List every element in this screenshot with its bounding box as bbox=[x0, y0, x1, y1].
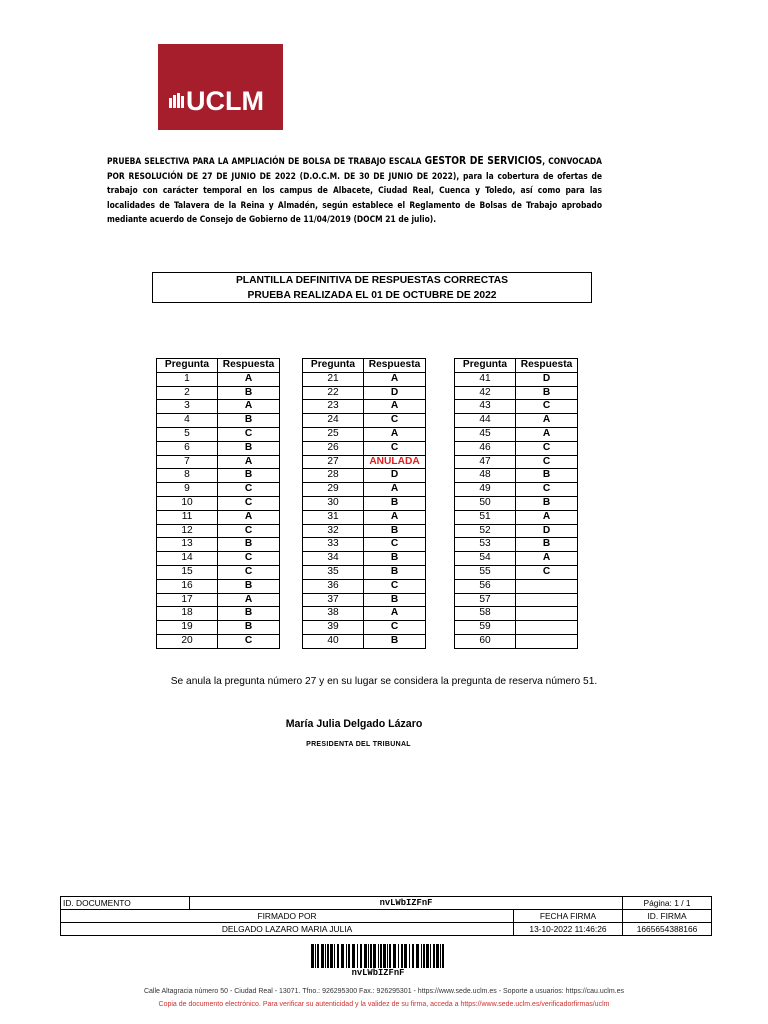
question-number: 8 bbox=[157, 469, 218, 483]
doc-id-value: nvLWbIZFnF bbox=[190, 897, 623, 910]
signer-role: PRESIDENTA DEL TRIBUNAL bbox=[306, 741, 411, 748]
title-line-1: PLANTILLA DEFINITIVA DE RESPUESTAS CORRECTAS bbox=[235, 275, 509, 286]
answer-value: B bbox=[364, 524, 426, 538]
question-number: 58 bbox=[455, 607, 516, 621]
table-row bbox=[303, 593, 426, 607]
table-row bbox=[455, 607, 578, 621]
question-number: 49 bbox=[455, 483, 516, 497]
answer-value bbox=[516, 579, 578, 593]
question-number: 32 bbox=[303, 524, 364, 538]
question-number: 27 bbox=[303, 455, 364, 469]
question-number: 16 bbox=[157, 579, 218, 593]
question-number: 40 bbox=[303, 634, 364, 648]
table-row bbox=[157, 414, 280, 428]
intro-paragraph: PRUEBA SELECTIVA PARA LA AMPLIACIÓN DE BOLSA DE TRABAJO ESCALA GESTOR DE SERVICIOS, CONVOCADA POR RESOLUCIÓN DE 27 DE JUNIO DE 2022 (D.O.C.M. DE 30 DE JUNIO DE 2022), para la cobertura de ofertas de trabajo con carácter temporal en los campus de Albacete, Ciudad Real, Cuenca y Toledo, así como para las localidades de Talavera de la Reina y Almadén, según establece el Reglamento de Bolsas de Trabajo aprobado mediante acuerdo de Consejo de Gobierno de 11/04/2019 (DOCM 21 de julio). bbox=[107, 156, 602, 224]
question-number: 4 bbox=[157, 414, 218, 428]
table-row bbox=[455, 372, 578, 386]
answer-value: B bbox=[218, 469, 280, 483]
answer-value: A bbox=[218, 510, 280, 524]
answers-table-3 bbox=[454, 358, 578, 649]
table-row bbox=[157, 441, 280, 455]
question-number: 41 bbox=[455, 372, 516, 386]
question-number: 38 bbox=[303, 607, 364, 621]
answer-value: C bbox=[218, 483, 280, 497]
answer-value: A bbox=[218, 593, 280, 607]
table-row bbox=[157, 372, 280, 386]
answer-value: A bbox=[516, 414, 578, 428]
table-row bbox=[303, 400, 426, 414]
answer-value: B bbox=[364, 552, 426, 566]
answer-value: A bbox=[364, 483, 426, 497]
table-row bbox=[157, 552, 280, 566]
table-row bbox=[303, 386, 426, 400]
date-value: 13-10-2022 11:46:26 bbox=[514, 923, 623, 936]
table-row bbox=[455, 565, 578, 579]
column-header-question: Pregunta bbox=[303, 359, 364, 373]
table-row bbox=[303, 469, 426, 483]
question-number: 42 bbox=[455, 386, 516, 400]
answer-value: A bbox=[364, 400, 426, 414]
table-row bbox=[157, 469, 280, 483]
table-row bbox=[303, 538, 426, 552]
page-indicator: Página: 1 / 1 bbox=[623, 897, 712, 910]
question-number: 36 bbox=[303, 579, 364, 593]
table-row bbox=[157, 483, 280, 497]
answer-value: C bbox=[364, 579, 426, 593]
question-number: 47 bbox=[455, 455, 516, 469]
answer-value: B bbox=[218, 414, 280, 428]
question-number: 33 bbox=[303, 538, 364, 552]
answer-value: C bbox=[516, 441, 578, 455]
table-row bbox=[303, 579, 426, 593]
answer-value: A bbox=[516, 510, 578, 524]
question-number: 48 bbox=[455, 469, 516, 483]
table-row bbox=[455, 579, 578, 593]
table-row bbox=[157, 496, 280, 510]
answer-value: A bbox=[218, 372, 280, 386]
answers-table-2 bbox=[302, 358, 426, 649]
question-number: 60 bbox=[455, 634, 516, 648]
table-row bbox=[455, 455, 578, 469]
footer-address: Calle Altagracia número 50 - Ciudad Real - 13071. Tfno.: 926295300 Fax.: 926295301 - https://www.sede.uclm.es - Soporte a usuarios: https://cau.uclm.es bbox=[143, 988, 625, 995]
table-row bbox=[303, 414, 426, 428]
answer-value: A bbox=[364, 427, 426, 441]
answer-value: B bbox=[364, 634, 426, 648]
title-line-2: PRUEBA REALIZADA EL 01 DE OCTUBRE DE 2022 bbox=[247, 289, 497, 301]
question-number: 56 bbox=[455, 579, 516, 593]
table-row bbox=[455, 414, 578, 428]
question-number: 50 bbox=[455, 496, 516, 510]
question-number: 45 bbox=[455, 427, 516, 441]
barcode-icon bbox=[311, 944, 445, 968]
answer-value: A bbox=[364, 510, 426, 524]
sig-id-label: ID. FIRMA bbox=[623, 910, 712, 923]
answer-value: B bbox=[218, 538, 280, 552]
answer-value: C bbox=[218, 565, 280, 579]
answer-value: B bbox=[218, 607, 280, 621]
table-row bbox=[157, 565, 280, 579]
table-row bbox=[455, 386, 578, 400]
answer-value: B bbox=[516, 386, 578, 400]
footer-verify-note: Copia de documento electrónico. Para verificar su autenticidad y la validez de su firma, acceda a https://www.sede.uclm.es/verificadorfirmas/uclm bbox=[158, 1001, 610, 1008]
table-row bbox=[303, 372, 426, 386]
answer-value bbox=[516, 634, 578, 648]
answer-value: B bbox=[364, 565, 426, 579]
table-row bbox=[157, 524, 280, 538]
barcode-text: nvLWbIZFnF bbox=[351, 968, 405, 978]
question-number: 14 bbox=[157, 552, 218, 566]
question-number: 59 bbox=[455, 621, 516, 635]
table-row bbox=[303, 455, 426, 469]
question-number: 11 bbox=[157, 510, 218, 524]
answer-value bbox=[516, 593, 578, 607]
table-row bbox=[303, 565, 426, 579]
answer-value: C bbox=[516, 483, 578, 497]
question-number: 19 bbox=[157, 621, 218, 635]
question-number: 2 bbox=[157, 386, 218, 400]
column-header-answer: Respuesta bbox=[364, 359, 426, 373]
table-row bbox=[455, 496, 578, 510]
answer-value: A bbox=[218, 455, 280, 469]
answer-value: B bbox=[516, 496, 578, 510]
question-number: 57 bbox=[455, 593, 516, 607]
table-row bbox=[303, 441, 426, 455]
table-row bbox=[455, 427, 578, 441]
table-row bbox=[303, 607, 426, 621]
table-row bbox=[455, 538, 578, 552]
table-row bbox=[303, 552, 426, 566]
annulment-note: Se anula la pregunta número 27 y en su lugar se considera la pregunta de reserva número 51. bbox=[170, 676, 598, 687]
answer-value: A bbox=[218, 400, 280, 414]
table-row bbox=[157, 579, 280, 593]
question-number: 52 bbox=[455, 524, 516, 538]
question-number: 7 bbox=[157, 455, 218, 469]
question-number: 13 bbox=[157, 538, 218, 552]
table-row bbox=[303, 621, 426, 635]
uclm-logo bbox=[158, 44, 283, 130]
question-number: 12 bbox=[157, 524, 218, 538]
signer-name: María Julia Delgado Lázaro bbox=[285, 718, 423, 730]
question-number: 23 bbox=[303, 400, 364, 414]
table-row bbox=[303, 524, 426, 538]
answer-value: B bbox=[364, 593, 426, 607]
date-label: FECHA FIRMA bbox=[514, 910, 623, 923]
answer-value: D bbox=[516, 524, 578, 538]
question-number: 17 bbox=[157, 593, 218, 607]
question-number: 35 bbox=[303, 565, 364, 579]
answer-value: A bbox=[516, 552, 578, 566]
table-row bbox=[455, 400, 578, 414]
sig-id-value: 1665654388166 bbox=[623, 923, 712, 936]
answer-value bbox=[516, 621, 578, 635]
table-row bbox=[303, 634, 426, 648]
table-row bbox=[455, 469, 578, 483]
uclm-emblem-icon bbox=[168, 92, 188, 110]
answer-value: C bbox=[364, 538, 426, 552]
table-row bbox=[157, 621, 280, 635]
column-header-question: Pregunta bbox=[455, 359, 516, 373]
question-number: 22 bbox=[303, 386, 364, 400]
question-number: 5 bbox=[157, 427, 218, 441]
column-header-answer: Respuesta bbox=[218, 359, 280, 373]
question-number: 29 bbox=[303, 483, 364, 497]
answer-value: B bbox=[218, 621, 280, 635]
table-row bbox=[303, 427, 426, 441]
answer-value: D bbox=[364, 469, 426, 483]
signed-by-value: DELGADO LAZARO MARIA JULIA bbox=[61, 923, 514, 936]
question-number: 9 bbox=[157, 483, 218, 497]
table-row bbox=[157, 427, 280, 441]
answer-value: C bbox=[364, 414, 426, 428]
question-number: 25 bbox=[303, 427, 364, 441]
answer-value: A bbox=[364, 372, 426, 386]
answer-value: B bbox=[516, 469, 578, 483]
answer-value: B bbox=[364, 496, 426, 510]
table-row bbox=[157, 634, 280, 648]
table-row bbox=[455, 483, 578, 497]
question-number: 21 bbox=[303, 372, 364, 386]
answer-value: C bbox=[516, 565, 578, 579]
answer-value: C bbox=[218, 634, 280, 648]
answer-value: A bbox=[364, 607, 426, 621]
question-number: 53 bbox=[455, 538, 516, 552]
table-row bbox=[455, 524, 578, 538]
answer-value: B bbox=[218, 441, 280, 455]
question-number: 28 bbox=[303, 469, 364, 483]
table-row bbox=[157, 386, 280, 400]
answer-value: B bbox=[218, 579, 280, 593]
table-row bbox=[455, 634, 578, 648]
question-number: 31 bbox=[303, 510, 364, 524]
question-number: 51 bbox=[455, 510, 516, 524]
answer-value: B bbox=[516, 538, 578, 552]
table-row bbox=[157, 607, 280, 621]
table-row bbox=[455, 441, 578, 455]
question-number: 1 bbox=[157, 372, 218, 386]
question-number: 10 bbox=[157, 496, 218, 510]
question-number: 15 bbox=[157, 565, 218, 579]
table-row bbox=[455, 552, 578, 566]
signed-by-label: FIRMADO POR bbox=[61, 910, 514, 923]
answer-value: C bbox=[516, 455, 578, 469]
logo-text: UCLM bbox=[186, 86, 264, 116]
question-number: 24 bbox=[303, 414, 364, 428]
question-number: 34 bbox=[303, 552, 364, 566]
answer-sheet-title bbox=[152, 272, 592, 303]
answer-value: ANULADA bbox=[364, 455, 426, 469]
answer-value: D bbox=[364, 386, 426, 400]
answer-value: C bbox=[364, 621, 426, 635]
answer-value bbox=[516, 607, 578, 621]
answer-value: C bbox=[516, 400, 578, 414]
question-number: 20 bbox=[157, 634, 218, 648]
answer-value: B bbox=[218, 386, 280, 400]
table-row bbox=[455, 510, 578, 524]
question-number: 3 bbox=[157, 400, 218, 414]
answer-value: A bbox=[516, 427, 578, 441]
table-row bbox=[157, 593, 280, 607]
answer-value: C bbox=[218, 524, 280, 538]
column-header-question: Pregunta bbox=[157, 359, 218, 373]
answer-value: D bbox=[516, 372, 578, 386]
table-row bbox=[157, 538, 280, 552]
doc-id-label: ID. DOCUMENTO bbox=[61, 897, 190, 910]
question-number: 37 bbox=[303, 593, 364, 607]
question-number: 26 bbox=[303, 441, 364, 455]
question-number: 44 bbox=[455, 414, 516, 428]
verification-table bbox=[60, 896, 712, 936]
question-number: 54 bbox=[455, 552, 516, 566]
table-row bbox=[157, 400, 280, 414]
question-number: 6 bbox=[157, 441, 218, 455]
answer-value: C bbox=[218, 552, 280, 566]
table-row bbox=[303, 510, 426, 524]
question-number: 43 bbox=[455, 400, 516, 414]
table-row bbox=[455, 593, 578, 607]
question-number: 46 bbox=[455, 441, 516, 455]
question-number: 18 bbox=[157, 607, 218, 621]
answer-value: C bbox=[364, 441, 426, 455]
question-number: 55 bbox=[455, 565, 516, 579]
table-row bbox=[455, 621, 578, 635]
table-row bbox=[157, 510, 280, 524]
answer-value: C bbox=[218, 427, 280, 441]
answer-value: C bbox=[218, 496, 280, 510]
answers-table-1 bbox=[156, 358, 280, 649]
question-number: 30 bbox=[303, 496, 364, 510]
question-number: 39 bbox=[303, 621, 364, 635]
table-row bbox=[303, 483, 426, 497]
column-header-answer: Respuesta bbox=[516, 359, 578, 373]
table-row bbox=[303, 496, 426, 510]
table-row bbox=[157, 455, 280, 469]
